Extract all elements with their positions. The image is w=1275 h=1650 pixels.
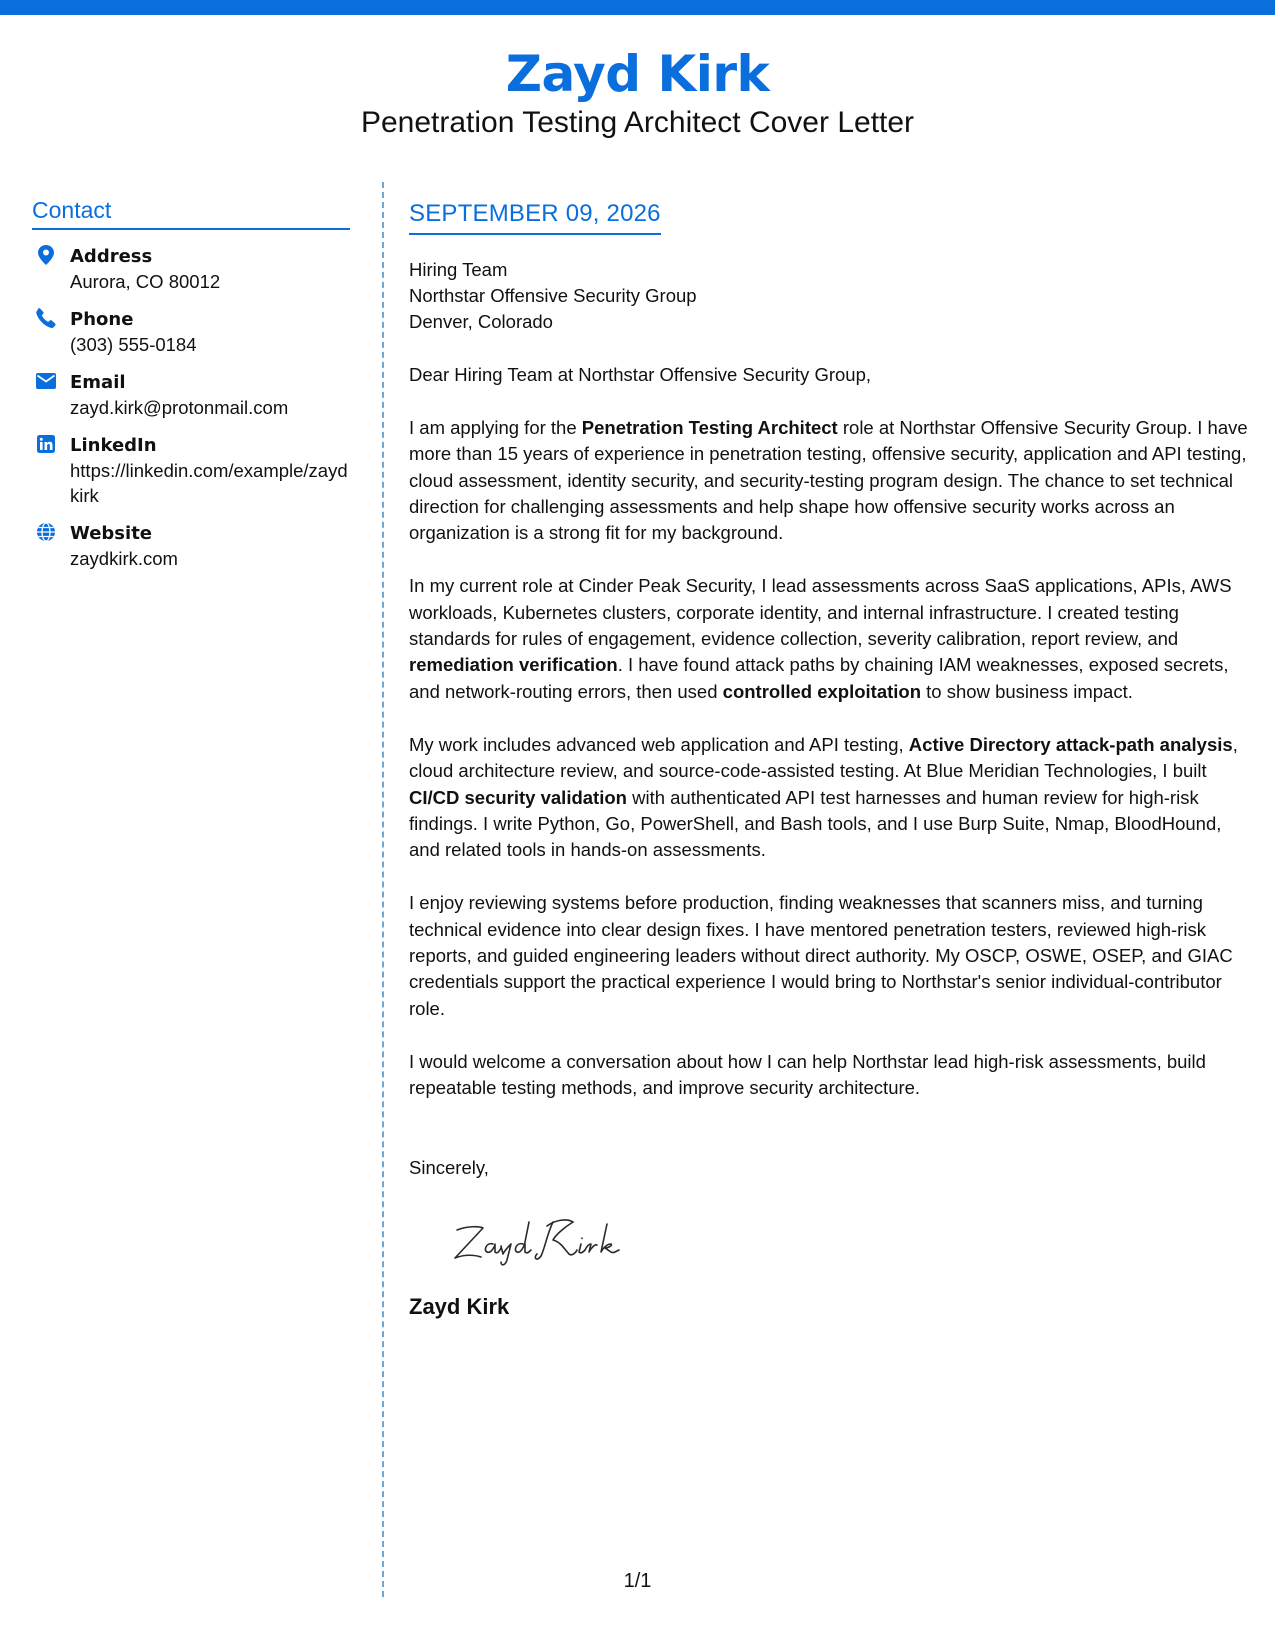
column-divider [382,182,384,1597]
contact-website [32,521,350,571]
closing-phrase: Sincerely, [409,1156,489,1178]
envelope-icon [35,370,57,392]
linkedin-icon [35,433,57,455]
email-value[interactable]: zayd.kirk@protonmail.com [70,397,289,418]
contact-label: Address [70,246,153,267]
contact-label: Phone [70,309,134,330]
paragraph-current-role: In my current role at Cinder Peak Security, I lead assessments across SaaS applications, APIs, AWS workloads, Kubernetes clusters, corporate identity, and internal infrastructure. I created testing standards for rules of engagement, evidence collection, severity calibration, report review, and remediation verification. I have found attack paths by chaining IAM weaknesses, exposed secrets, and network-routing errors, then used controlled exploitation to show business impact. [409,575,1232,702]
globe-icon [35,521,57,543]
contact-label: LinkedIn [70,435,157,456]
address-value: Aurora, CO 80012 [70,271,221,292]
signer-name: Zayd Kirk [409,1293,510,1319]
website-value[interactable]: zaydkirk.com [70,548,178,569]
handwritten-signature [449,1214,1254,1270]
phone-value[interactable]: (303) 555-0184 [70,334,197,355]
contact-label: Website [70,523,153,544]
map-pin-icon [35,244,57,266]
contact-label: Email [70,372,126,393]
contact-email [32,370,350,420]
top-accent-bar [0,0,1275,15]
contact-heading: Contact [32,195,350,230]
recipient-block [409,257,1254,335]
page-number: 1/1 [623,1570,652,1592]
applicant-name: Zayd Kirk [505,45,770,103]
document-subtitle: Penetration Testing Architect Cover Letter [360,106,915,139]
contact-address [32,244,350,294]
recipient-line: Denver, Colorado [409,311,553,332]
contact-list [32,244,350,571]
paragraph-intro: I am applying for the Penetration Testing Architect role at Northstar Offensive Security Group. I have more than 15 years of experience in penetration testing, offensive security, application and API testing, cloud assessment, identity security, and security-testing program design. The chance to set technical direction for challenging assessments and help shape how offensive security works across an organization is a strong fit for my background. [409,417,1248,544]
paragraph-closing: I would welcome a conversation about how I can help Northstar lead high-risk assessments, build repeatable testing methods, and improve security architecture. [409,1050,1206,1099]
paragraph-experience: I enjoy reviewing systems before production, finding weaknesses that scanners miss, and turning technical evidence into clear design fixes. I have mentored penetration testers, reviewed high-risk reports, and guided engineering leaders without direct authority. My OSCP, OSWE, OSEP, and GIAC credentials support the practical experience I would bring to Northstar's senior individual-contributor role. [409,892,1233,1019]
linkedin-value[interactable]: https://linkedin.com/example/zaydkirk [70,460,348,506]
contact-phone [32,307,350,357]
recipient-line: Northstar Offensive Security Group [409,285,697,306]
paragraph-skills: My work includes advanced web application and API testing, Active Directory attack-path analysis, cloud architecture review, and source-code-assisted testing. At Blue Meridian Technologies, I built CI/CD security validation with authenticated API test harnesses and human review for high-risk findings. I write Python, Go, PowerShell, and Bash tools, and I use Burp Suite, Nmap, BloodHound, and related tools in hands-on assessments. [409,733,1238,861]
contact-sidebar [32,195,350,584]
recipient-line: Hiring Team [409,259,508,280]
letter-body [409,198,1254,1322]
letter-date: SEPTEMBER 09, 2026 [409,198,661,235]
contact-linkedin [32,433,350,508]
header [0,44,1275,142]
phone-icon [35,307,57,329]
salutation: Dear Hiring Team at Northstar Offensive Security Group, [409,364,872,385]
